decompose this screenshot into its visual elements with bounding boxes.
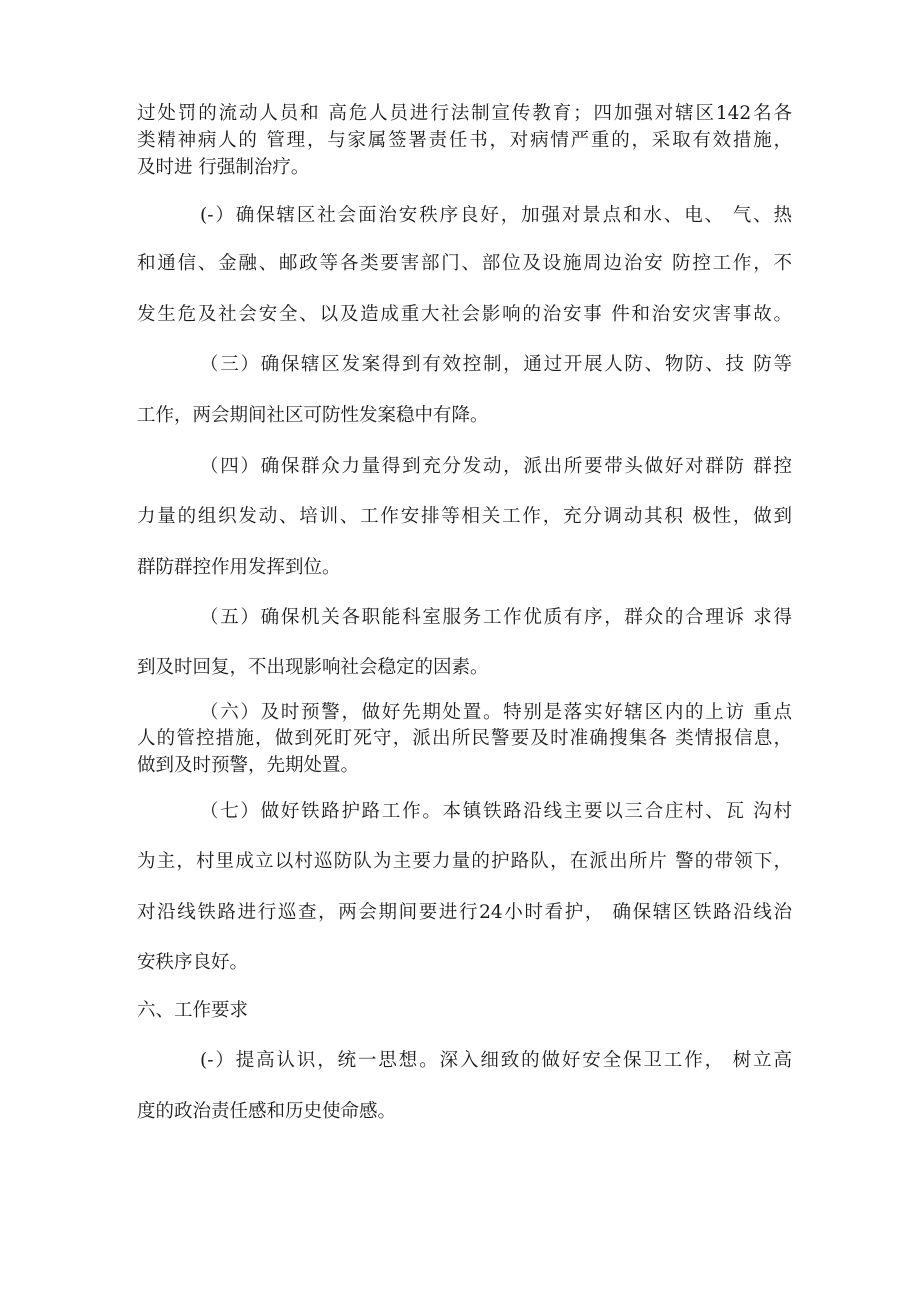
text-line: 工作，两会期间社区可防性发案稳中有降。: [137, 405, 489, 426]
text-line: 和通信、金融、邮政等各类要害部门、部位及设施周边治安 防控工作，不: [137, 253, 792, 274]
text-line: (-）确保辖区社会面治安秩序良好，加强对景点和水、电、 气、热: [200, 205, 792, 226]
text-line: 群防群控作用发挥到位。: [137, 557, 341, 578]
text-line: 发生危及社会安全、以及造成重大社会影响的治安事 件和治安灾害事故。: [137, 304, 792, 325]
text-line: 做到及时预警，先期处置。: [137, 755, 360, 776]
text-line: （四）确保群众力量得到充分发动，派出所要带头做好对群防 群控: [200, 456, 792, 477]
text-line: 度的政治责任感和历史使命感。: [137, 1101, 397, 1122]
text-line: 力量的组织发动、培训、工作安排等相关工作，充分调动其积 极性，做到: [137, 506, 792, 527]
text-line: (-）提高认识，统一思想。深入细致的做好安全保卫工作， 树立高: [200, 1050, 792, 1071]
text-line: （七）做好铁路护路工作。本镇铁路沿线主要以三合庄村、瓦 沟村: [200, 801, 792, 822]
text-line: （六）及时预警，做好先期处置。特别是落实好辖区内的上访 重点: [200, 702, 792, 723]
text-line: 为主，村里成立以村巡防队为主要力量的护路队，在派出所片 警的带领下，: [137, 851, 792, 872]
text-line: 过处罚的流动人员和 高危人员进行法制宣传教育；四加强对辖区142名各: [137, 103, 792, 124]
text-line: 人的管控措施，做到死盯死守，派出所民警要及时准确搜集各 类情报信息，: [137, 728, 792, 749]
text-line: （五）确保机关各职能科室服务工作优质有序，群众的合理诉 求得: [200, 607, 792, 628]
text-line: 对沿线铁路进行巡查，两会期间要进行24小时看护， 确保辖区铁路沿线治: [137, 902, 792, 923]
text-line: 到及时回复，不出现影响社会稳定的因素。: [137, 657, 489, 678]
section-heading: 六、工作要求: [137, 1000, 249, 1021]
text-line: 及时进 行强制治疗。: [137, 157, 310, 178]
text-line: 安秩序良好。: [137, 952, 249, 973]
text-line: （三）确保辖区发案得到有效控制，通过开展人防、物防、技 防等: [200, 354, 792, 375]
text-line: 类精神病人的 管理，与家属签署责任书，对病情严重的，采取有效措施，: [137, 130, 792, 151]
